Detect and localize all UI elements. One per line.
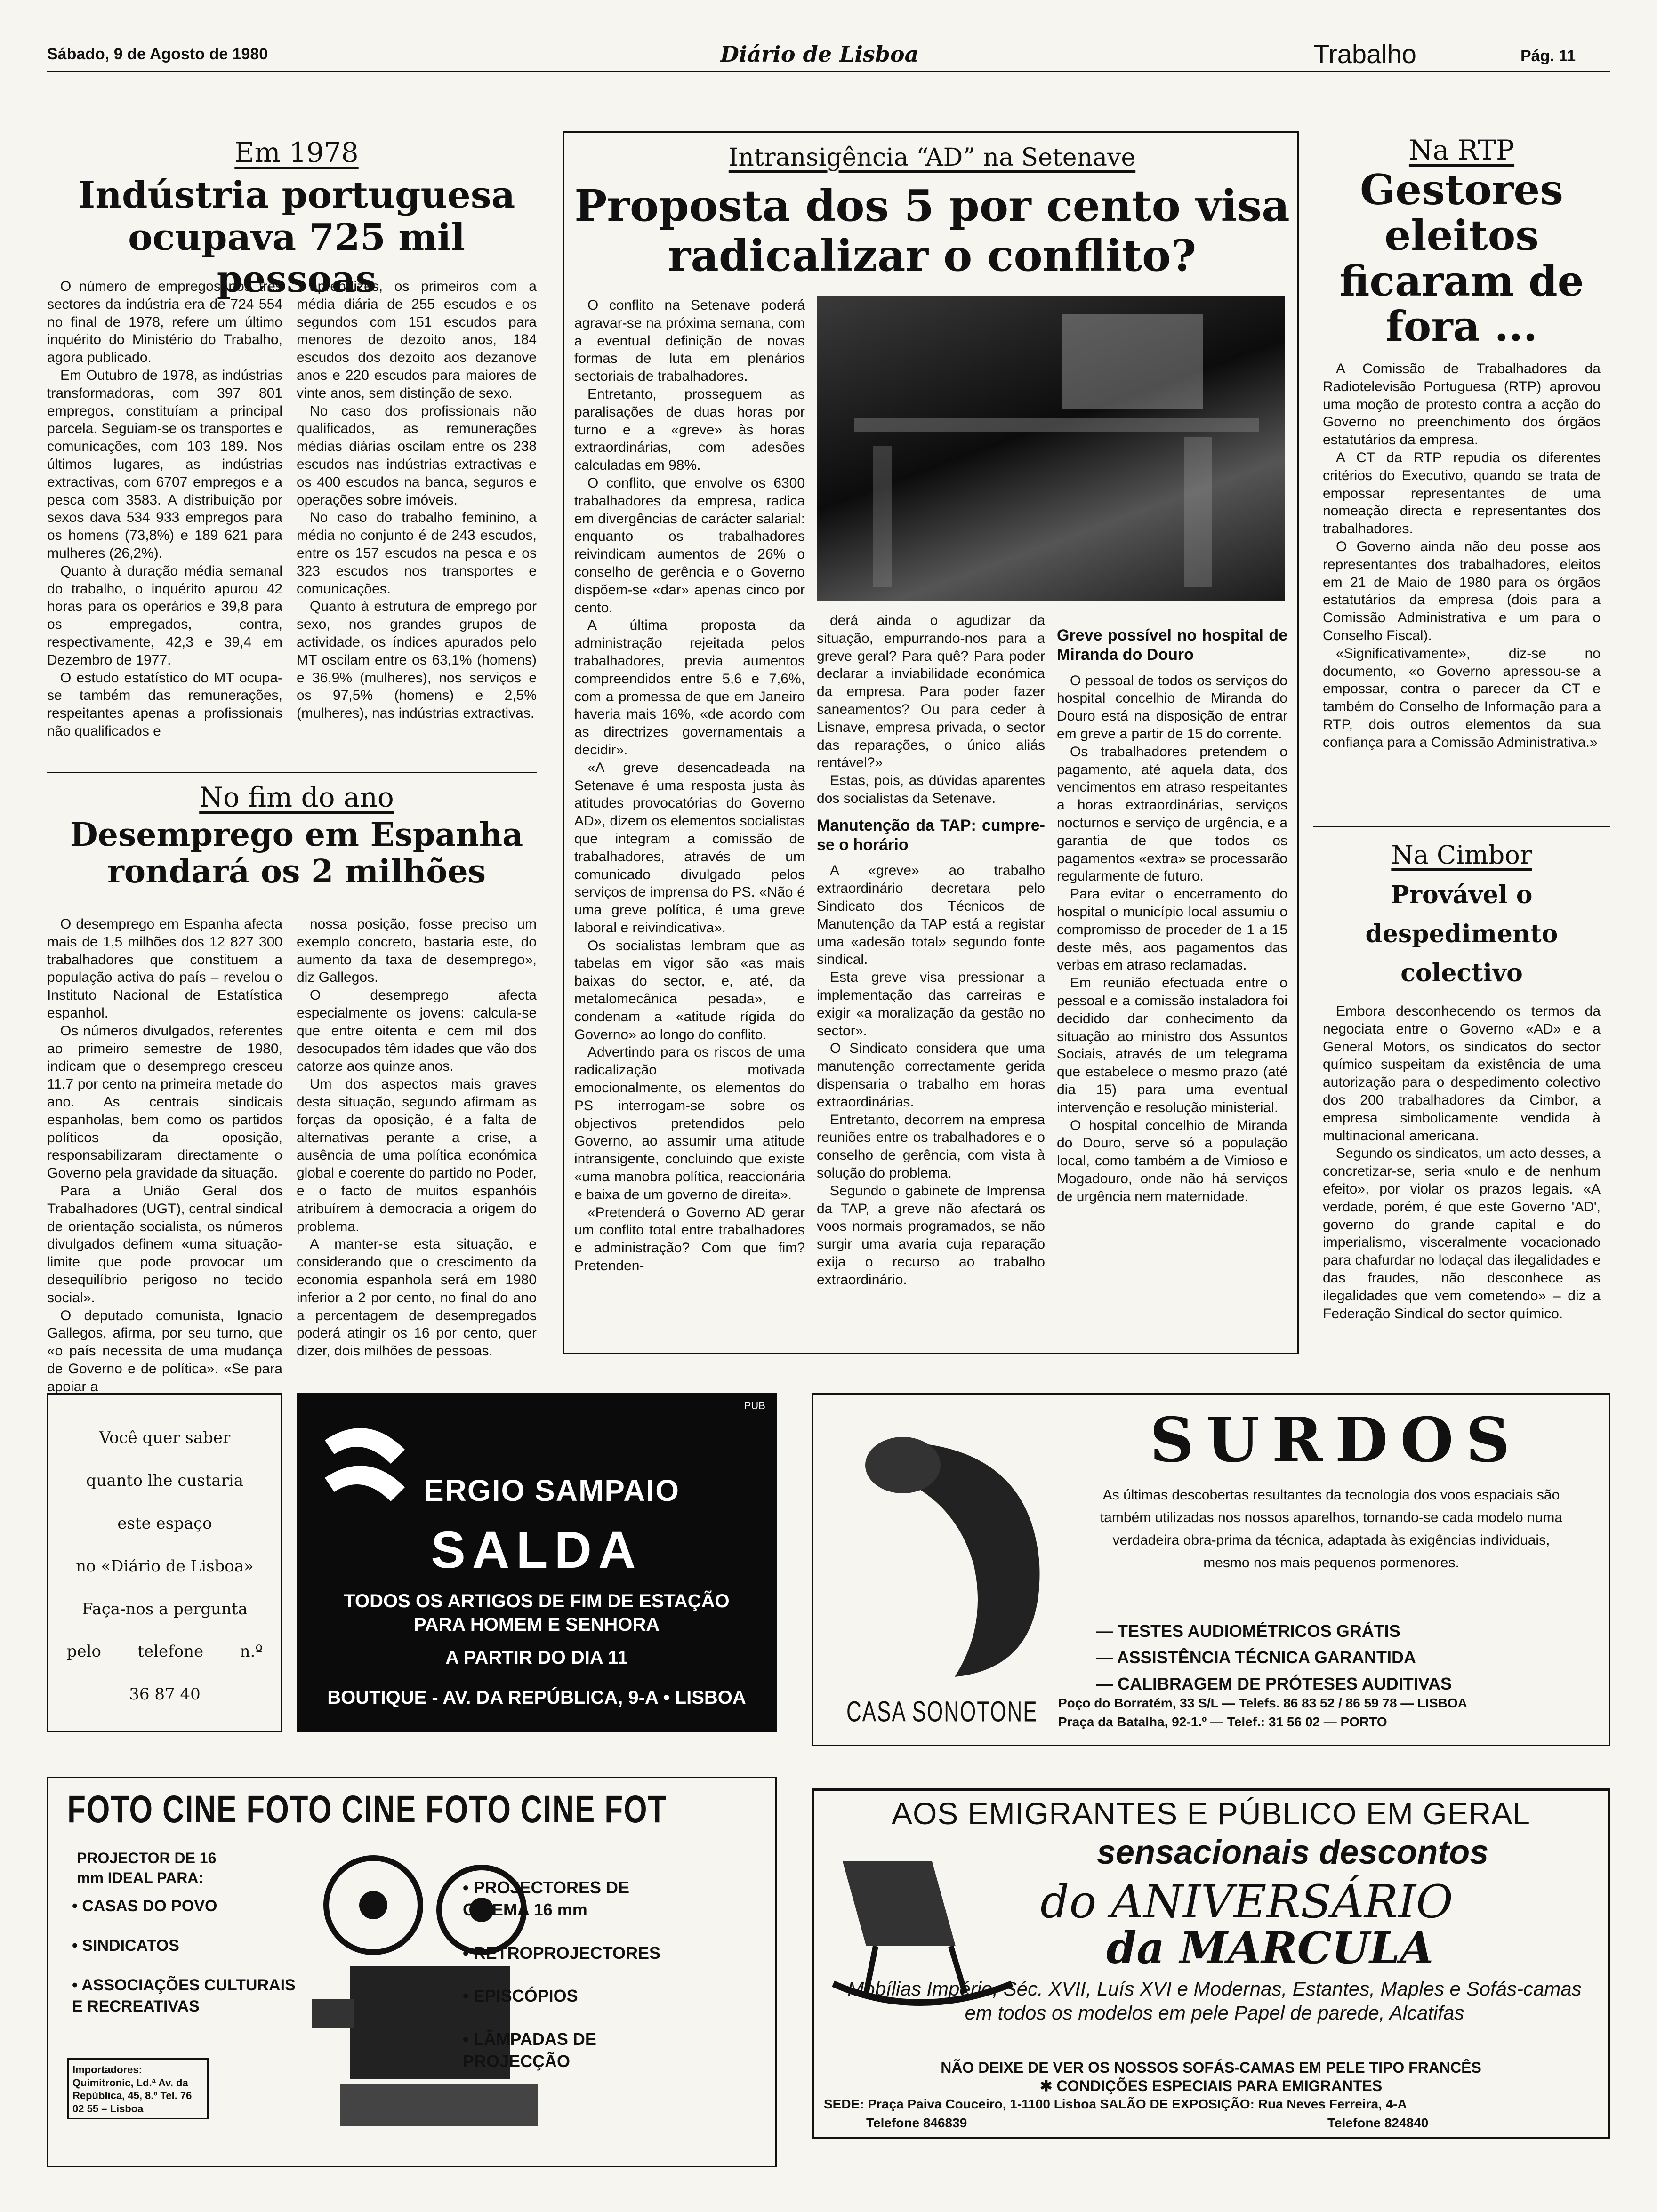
ad-fotocine-item: • CASAS DO POVO xyxy=(72,1897,217,1915)
ad-fotocine-item: • EPISCÓPIOS xyxy=(463,1986,578,2006)
ad-surdos-item: — TESTES AUDIOMÉTRICOS GRÁTIS xyxy=(1096,1621,1400,1641)
ad-dl-phone-row xyxy=(48,1641,281,1663)
ad-surdos xyxy=(812,1393,1610,1746)
setenave-kicker: Intransigência “AD” na Setenave xyxy=(728,144,1136,172)
paragraph: Para evitar o encerramento do hospital o município local assumiu o compromisso de proceder de 1 a 15 deste mês, aos pagamentos das verbas em atraso reclamadas. xyxy=(1057,886,1287,973)
ad-marcula-line9: Telefone 846839 xyxy=(866,2116,967,2130)
paragraph: Quanto à duração média semanal do trabalho, o inquérito apurou 42 horas para os operários e 39,8 para os empregados, contra, respectivamente, 42,3 e 39,4 em Dezembro de 1977. xyxy=(47,563,282,668)
industria-col2 xyxy=(297,278,537,722)
ad-sampaio-line3: A PARTIR DO DIA 11 xyxy=(445,1647,628,1668)
paragraph: Esta greve visa pressionar a implementação das carreiras e exigir «a moralização da gestão no sector». xyxy=(817,970,1045,1039)
ad-sampaio-line2: PARA HOMEM E SENHORA xyxy=(413,1614,660,1635)
rtp-body xyxy=(1323,360,1601,752)
ad-surdos-address2: Praça da Batalha, 92-1.º — Telef.: 31 56 02 — PORTO xyxy=(1058,1715,1387,1729)
paragraph: «Significativamente», diz-se no documento, «o Governo apressou-se a empossar, contra o parecer da CT e também do Conselho de Informação para a RTP, dois outros elementos da sua confiança para a Comissão Administrativa.» xyxy=(1323,645,1601,750)
ad-sampaio-address: BOUTIQUE - AV. DA REPÚBLICA, 9-A • LISBOA xyxy=(327,1687,746,1708)
ad-sampaio xyxy=(297,1393,777,1732)
paragraph: Segundo o gabinete de Imprensa da TAP, a greve não afectará os voos normais programados, se não surgir uma avaria cuja reparação exija o recurso ao trabalho extraordinário. xyxy=(817,1183,1045,1288)
ad-fotocine-item: • RETROPROJECTORES xyxy=(463,1943,661,1963)
ad-marcula-line8: SEDE: Praça Paiva Couceiro, 1-1100 Lisboa SALÃO DE EXPOSIÇÃO: Rua Neves Ferreira, 4-A xyxy=(824,2097,1407,2111)
paragraph: A «greve» ao trabalho extraordinário decretara pelo Sindicato dos Técnicos de Manutenção da TAP está a registar uma «adesão total» segundo fonte sindical. xyxy=(817,863,1045,968)
ad-marcula-line5: Mobílias Império, Séc. XVII, Luís XVI e Modernas, Estantes, Maples e Sofás-camas em todos os modelos em pele Papel de parede, Alcatifas xyxy=(847,1978,1582,2024)
ad-dl-line: Você quer saber xyxy=(99,1428,231,1447)
paragraph: A Comissão de Trabalhadores da Radiotelevisão Portuguesa (RTP) aprovou uma moção de protesto contra a acção do Governo no preenchimento dos órgãos estatutários da empresa. xyxy=(1323,361,1601,448)
ad-fotocine-banner: FOTO CINE FOTO CINE FOTO CINE FOT xyxy=(67,1788,667,1831)
ad-fotocine-item: • ASSOCIAÇÕES CULTURAIS E RECREATIVAS xyxy=(72,1976,296,2015)
ad-surdos-address1: Poço do Borratém, 33 S/L — Telefs. 86 83 52 / 86 59 78 — LISBOA xyxy=(1058,1696,1467,1710)
paragraph: Quanto à estrutura de emprego por sexo, nos grandes grupos de actividade, os índices apurados pelo MT oscilam entre os 63,1% (homens) e 36,9% (mulheres), nos serviços e os 97,5% (homens) e 2,5% (mulheres), nas indústrias extractivas. xyxy=(297,599,537,721)
section-divider xyxy=(47,772,537,773)
ad-surdos-title: SURDOS xyxy=(1150,1404,1522,1476)
ad-tag: PUB xyxy=(744,1400,765,1411)
ad-marcula xyxy=(812,1788,1610,2139)
ad-marcula-line6: NÃO DEIXE DE VER OS NOSSOS SOFÁS-CAMAS EM PELE TIPO FRANCÊS xyxy=(941,2059,1481,2076)
paragraph: derá ainda o agudizar da situação, empurrando-nos para a greve geral? Para quê? Para poder declarar a inviabilidade económica da empresa. Para poder fazer saneamentos? Ou para ceder à Lisnave, empresa privada, o sector das reparações, o único aliás rentável?» xyxy=(817,613,1045,771)
ad-surdos-body: As últimas descobertas resultantes da tecnologia dos voos espaciais são também utilizadas nos nossos aparelhos, tornando-se cada modelo numa verdadeira obra-prima da técnica, adaptada às exigências individuais, mesmo nos mais pequenos pormenores. xyxy=(1100,1487,1563,1571)
paragraph: Segundo os sindicatos, um acto desses, a concretizar-se, seria «nulo e de nenhum efeito», por violar os prazos legais. «A verdade, porém, é que este Governo 'AD', governo do grande capital e do imperialismo, visceralmente vocacionado para chafurdar no lodaçal das ilegalidades e das fraudes, não desconhece as ilegalidades que vem cometendo» – diz a Federação Sindical do sector químico. xyxy=(1323,1146,1601,1322)
ad-marcula-line1: AOS EMIGRANTES E PÚBLICO EM GERAL xyxy=(892,1796,1530,1831)
ad-dl-line: pelo xyxy=(66,1642,101,1661)
paragraph: Os socialistas lembram que as tabelas em vigor são «as mais baixas do sector, e, até, da metalomecânica pesada», e condenam a «atitude rígida do Governo» ao longo do conflito. xyxy=(574,938,805,1042)
ad-dl-line: este espaço xyxy=(117,1514,212,1533)
espanha-col1 xyxy=(47,915,282,1396)
ad-surdos-item: — ASSISTÊNCIA TÉCNICA GARANTIDA xyxy=(1096,1647,1416,1667)
paragraph: Advertindo para os riscos de uma radicalização motivada emocionalmente, os elementos do PS interrogam-se sobre os objectivos pretendidos pelo Governo, ao assumir uma atitude intransigente, concluindo que existe «uma manobra política, reaccionária e baixa de um governo de direita». xyxy=(574,1044,805,1202)
ad-dl xyxy=(47,1393,282,1732)
ad-dl-phone: 36 87 40 xyxy=(129,1685,201,1704)
ad-dl-line: quanto lhe custaria xyxy=(86,1471,244,1490)
greve-column xyxy=(1057,612,1287,1206)
ad-dl-line: Faça-nos a pergunta xyxy=(82,1599,248,1619)
paragraph: Para a União Geral dos Trabalhadores (UGT), central sindical de orientação socialista, os números divulgados definem «uma situação-limite que pode provocar um desequilíbrio perigoso no tecido social». xyxy=(47,1183,282,1306)
paragraph: nossa posição, fosse preciso um exemplo concreto, bastaria este, do aumento da taxa de desemprego», diz Gallegos. xyxy=(297,916,537,986)
newspaper-name: Diário de Lisboa xyxy=(720,41,919,67)
ad-marcula-line2: sensacionais descontos xyxy=(1097,1834,1489,1871)
espanha-col2 xyxy=(297,915,537,1360)
greve-subhead: Greve possível no hospital de Miranda do Douro xyxy=(1057,626,1287,664)
paragraph: Embora desconhecendo os termos da negociata entre o Governo «AD» e a General Motors, os sindicatos do sector químico suspeitam da existência de uma autorização para o despedimento colectivo dos 200 trabalhadores da Cimbor, a empresa simbolicamente vendida à multinacional americana. xyxy=(1323,1003,1601,1144)
paragraph: Em reunião efectuada entre o pessoal e a comissão instaladora foi decidido dar conhecimento da situação ao ministro dos Assuntos Sociais, através de um telegrama que estabelece o mesmo prazo (até dia 15) para uma eventual intervenção e resolução ministerial. xyxy=(1057,975,1287,1115)
setenave-headline: Proposta dos 5 por cento visa radicalizar o conflito? xyxy=(574,180,1290,281)
ad-marcula-line7: ✱ CONDIÇÕES ESPECIAIS PARA EMIGRANTES xyxy=(1039,2077,1383,2094)
cimbor-kicker: Na Cimbor xyxy=(1391,840,1532,870)
paragraph: O estudo estatístico do MT ocupa-se também das remunerações, respeitantes apenas a profissionais não qualificados e xyxy=(47,670,282,739)
cimbor-headline: Provável o despedimento colectivo xyxy=(1365,881,1558,988)
ad-marcula-line4: da MARCULA xyxy=(1106,1923,1434,1973)
paragraph: Estas, pois, as dúvidas aparentes dos socialistas da Setenave. xyxy=(817,773,1045,806)
paragraph: «Pretenderá o Governo AD gerar um conflito total entre trabalhadores e administração? Com que fim? Pretenden- xyxy=(574,1204,805,1274)
ad-fotocine-item: • SINDICATOS xyxy=(72,1937,179,1955)
sampaio-logo-icon xyxy=(315,1421,414,1520)
shipyard-photo xyxy=(817,296,1285,601)
paragraph: Os números divulgados, referentes ao primeiro semestre de 1980, indicam que o desemprego cresceu 11,7 por cento na primeira metade do ano. As centrais sindicais espanholas, bem como os partidos políticos da oposição, responsabilizaram directamente o Governo pela gravidade da situação. xyxy=(47,1023,282,1181)
rtp-kicker: Na RTP xyxy=(1408,134,1515,166)
ad-dl-line: telefone xyxy=(137,1642,204,1661)
paragraph: Um dos aspectos mais graves desta situação, segundo afirmam as forças da oposição, é a falta de alternativas perante a crise, a ausência de uma política económica global e coerente do partido no Poder, e o facto de muitos espanhóis atribuírem à democracia a origem do problema. xyxy=(297,1076,537,1234)
paragraph: A manter-se esta situação, e considerando que o crescimento da economia espanhola será em 1980 inferior a 2 por cento, no final do ano a percentagem de desempregados poderá atingir os 16 por cento, quer dizer, dois milhões de pessoas. xyxy=(297,1236,537,1359)
paragraph: A CT da RTP repudia os diferentes critérios do Executivo, quando se trata de empossar representantes de uma nomeação directa e representantes dos trabalhadores. xyxy=(1323,449,1601,537)
ad-sampaio-brand: ERGIO SAMPAIO xyxy=(424,1474,680,1507)
ad-dl-line: no «Diário de Lisboa» xyxy=(76,1556,254,1576)
paragraph: A última proposta da administração rejeitada pelos trabalhadores, previa aumentos compreendidos entre 5,6 e 7,6%, com a promessa de que em Janeiro haveria mais 16%, «de acordo com as directrizes governamentais a decidir». xyxy=(574,617,805,758)
paragraph: O desemprego em Espanha afecta mais de 1,5 milhões dos 12 827 300 trabalhadores que constituem a população activa do país – revelou o Instituto Nacional de Estatística espanhol. xyxy=(47,916,282,1021)
ad-fotocine xyxy=(47,1777,777,2167)
ad-marcula-line3: do ANIVERSÁRIO xyxy=(1040,1875,1453,1928)
paragraph: aprendizes, os primeiros com a média diária de 255 escudos e os segundos com 151 escudos para menores de dezoito anos, 184 escudos dos dezoito aos dezanove anos e 220 escudos para maiores de vinte anos, sem distinção de sexo. xyxy=(297,279,537,401)
paragraph: «A greve desencadeada na Setenave é uma resposta justa às atitudes provocatórias do Governo AD», dizem os elementos socialistas que integram a comissão de trabalhadores, através de um comunicado divulgado pelos serviços de imprensa do PS. «Não é uma greve política, é uma greve laboral e reivindicativa». xyxy=(574,760,805,936)
section-title: Trabalho xyxy=(1313,39,1416,69)
tap-subhead: Manutenção da TAP: cumpre-se o horário xyxy=(817,816,1045,854)
paragraph: O pessoal de todos os serviços do hospital concelhio de Miranda do Douro está na disposição de entrar em greve a partir de 15 do corrente. xyxy=(1057,673,1287,742)
espanha-headline: Desemprego em Espanha rondará os 2 milhões xyxy=(70,816,523,891)
setenave-col2 xyxy=(817,612,1045,1289)
ad-sampaio-line1: TODOS OS ARTIGOS DE FIM DE ESTAÇÃO xyxy=(344,1591,730,1611)
ad-fotocine-item: • LÂMPADAS DE PROJECÇÃO xyxy=(463,2029,596,2071)
paragraph: Entretanto, decorrem na empresa reuniões entre os trabalhadores e o conselho de gerência, com vista à solução do problema. xyxy=(817,1112,1045,1181)
ad-surdos-brand: CASA SONOTONE xyxy=(846,1696,1038,1728)
ad-fotocine-importer: Importadores: Quimitronic, Ld.ª Av. da República, 45, 8.º Tel. 76 02 55 – Lisboa xyxy=(67,2058,209,2119)
ad-sampaio-sale: SALDA xyxy=(431,1521,643,1579)
ad-fotocine-left-list xyxy=(72,1896,298,2017)
shipyard-photo-art xyxy=(817,296,1285,601)
section-divider xyxy=(1313,826,1610,827)
paragraph: O desemprego afecta especialmente os jovens: calcula-se que entre oitenta e cem mil dos desocupados têm idades que vão dos catorze aos quinze anos. xyxy=(297,987,537,1074)
paragraph: No caso dos profissionais não qualificados, as remunerações médias diárias oscilam entre os 238 escudos nas indústrias extractivas e os 400 escudos na banca, seguros e operações sobre imóveis. xyxy=(297,403,537,508)
setenave-col1 xyxy=(574,297,805,1275)
header-rule xyxy=(47,71,1610,72)
ad-surdos-items xyxy=(1096,1618,1452,1697)
paragraph: O conflito na Setenave poderá agravar-se na próxima semana, com a eventual definição de novas formas de luta em plenários sectoriais de trabalhadores. xyxy=(574,297,805,385)
cimbor-body xyxy=(1323,1002,1601,1322)
paragraph: Os trabalhadores pretendem o pagamento, até aquela data, dos vencimentos em atraso respeitantes a horas extraordinárias, serviços nocturnos e serviço de urgência, e a garantia de que todos os pagamentos «extra» se processarão regularmente de futuro. xyxy=(1057,744,1287,884)
paragraph: O conflito, que envolve os 6300 trabalhadores da empresa, radica em divergências de carácter salarial: enquanto os trabalhadores reivindicam aumentos de 26% o conselho de gerência e o Governo dispõem-se «dar» apenas cinco por cento. xyxy=(574,475,805,616)
ad-marcula-line10: Telefone 824840 xyxy=(1327,2116,1429,2130)
paragraph: O Sindicato considera que uma manutenção correctamente gerida dispensaria o trabalho em horas extraordinárias. xyxy=(817,1041,1045,1110)
industria-col1 xyxy=(47,278,282,740)
paragraph: Em Outubro de 1978, as indústrias transformadoras, com 397 801 empregos, constituíam a principal parcela. Seguiam-se os transportes e comunicações, com 103 189. Nos últimos lugares, as indústrias extractivas, com 6707 empregos e a pesca com 3583. A distribuição por sexos dava 534 933 empregos para os homens (73,8%) e 189 621 para mulheres (26,2%). xyxy=(47,367,282,561)
ad-fotocine-right-list xyxy=(463,1877,670,2073)
industria-headline: Indústria portuguesa ocupava 725 mil pessoas xyxy=(78,174,515,301)
paragraph: O Governo ainda não deu posse aos representantes dos trabalhadores, eleitos em 21 de Maio de 1980 para os órgãos estatutários da empresa (dois para a Comissão Administrativa e um para o Conselho Fiscal). xyxy=(1323,538,1601,643)
ad-fotocine-left-title: PROJECTOR DE 16 mm IDEAL PARA: xyxy=(77,1850,217,1886)
paragraph: Entretanto, prosseguem as paralisações de duas horas por turno e a «greve» às horas extraordinárias, com adesões calculadas em 98%. xyxy=(574,386,805,473)
paragraph: O hospital concelhio de Miranda do Douro, serve só a população local, como também a de Vimioso e Mogadouro, onde não há serviços de urgência nem maternidade. xyxy=(1057,1117,1287,1204)
page-number: Pág. 11 xyxy=(1520,47,1576,65)
header-date: Sábado, 9 de Agosto de 1980 xyxy=(47,45,268,63)
hearing-aid-icon xyxy=(832,1423,1058,1686)
paragraph: No caso do trabalho feminino, a média no conjunto é de 243 escudos, entre os 157 escudos na pesca e os 323 escudos nos transportes e comunicações. xyxy=(297,510,537,597)
paragraph: O deputado comunista, Ignacio Gallegos, afirma, por seu turno, que «o país necessita de uma mudança de Governo e de política». «Se para apoiar a xyxy=(47,1307,282,1395)
rtp-headline: Gestores eleitos ficaram de fora ... xyxy=(1339,165,1584,351)
ad-dl-line: n.º xyxy=(240,1642,263,1661)
paragraph: O número de empregos nos três sectores da indústria era de 724 554 no final de 1978, refere um último inquérito do Ministério do Trabalho, agora publicado. xyxy=(47,279,282,366)
ad-surdos-item: — CALIBRAGEM DE PRÓTESES AUDITIVAS xyxy=(1096,1674,1452,1693)
espanha-kicker: No fim do ano xyxy=(199,781,394,813)
industria-kicker: Em 1978 xyxy=(234,136,359,168)
ad-fotocine-item: • PROJECTORES DE CINEMA 16 mm xyxy=(463,1878,630,1919)
